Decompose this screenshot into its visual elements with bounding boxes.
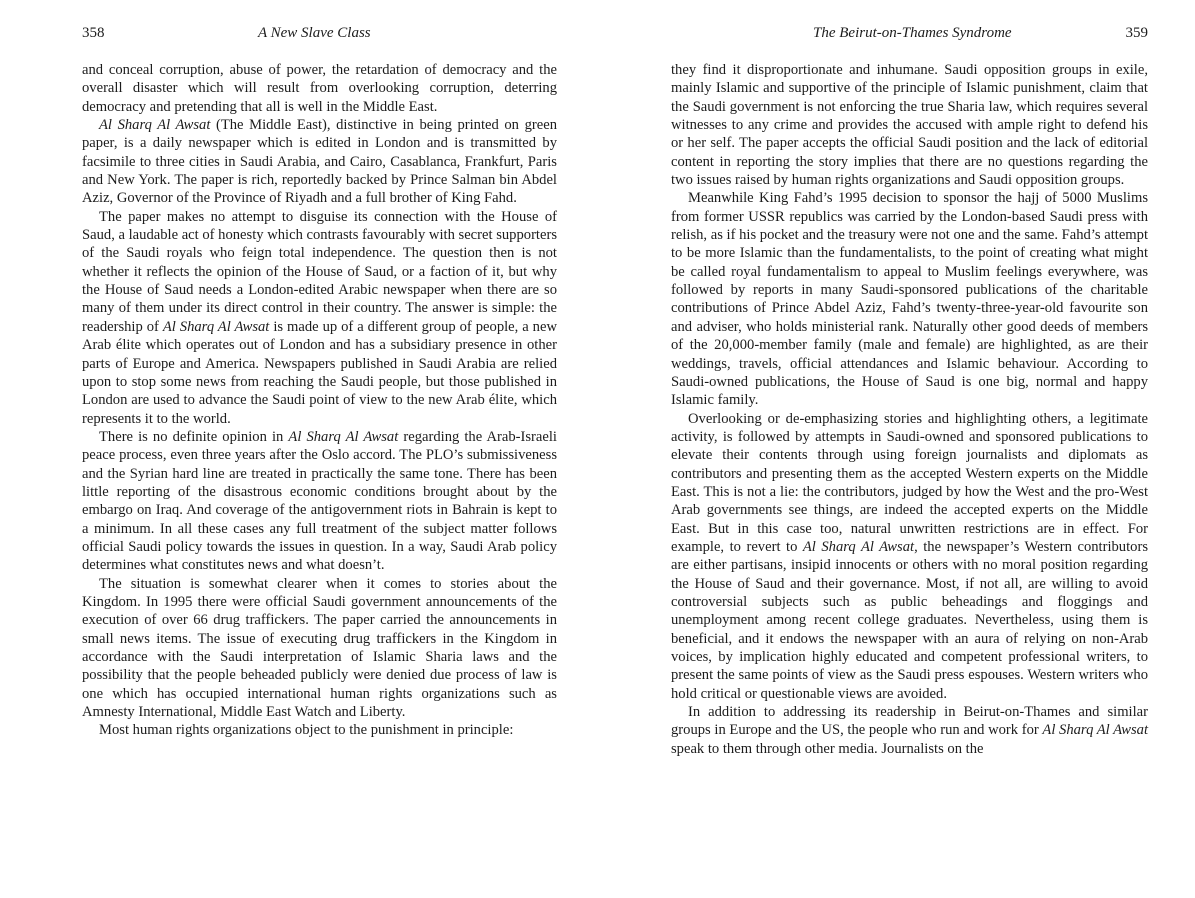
left-page <box>82 0 557 898</box>
paragraph: The paper makes no attempt to disguise its connection with the House of Saud, a laudable act of honesty which contrasts favourably with secret supporters of the Saudi royals who feign total independence. The question then is not whether it reflects the opinion of the House of Saud, or a faction of it, but why the House of Saud needs a London-edited Arabic newspaper when there are so many of them under its direct control in their country. The answer is simple: the readership of Al Sharq Al Awsat is made up of a different group of people, a new Arab élite which operates out of London and has a subsidiary presence in other parts of Europe and America. Newspapers published in Saudi Arabia are relied upon to stop some news from reaching the Saudi people, but those published in London are used to advance the Saudi point of view to the new Arab élite, which represents it to the world. <box>82 208 558 427</box>
left-running-head <box>82 25 557 47</box>
paragraph: they find it disproportionate and inhumane. Saudi opposition groups in exile, mainly Islamic and supportive of the principle of Islamic punishment, claim that the Saudi government is not enforcing the true Sharia law, which requires several witnesses to any crime and provides the accused with ample right to defend his or her self. The paper accepts the official Saudi position and the lack of editorial content in reporting the story implies that there are no questions regarding the two issues raised by human rights organizations and Saudi opposition groups. <box>671 62 1148 189</box>
running-head-title-left: A New Slave Class <box>258 25 371 41</box>
paragraph: The situation is somewhat clearer when it comes to stories about the Kingdom. In 1995 there were official Saudi government announcements of the execution of over 66 drug traffickers. The paper carried the announcements in small news items. The issue of executing drug traffickers in the Kingdom in accordance with the Saudi interpretation of Islamic Sharia laws and the possibility that the people beheaded publicly were denied due process of law is one which has occupied international human rights organizations such as Amnesty International, Middle East Watch and Liberty. <box>82 575 557 721</box>
paragraph: Al Sharq Al Awsat (The Middle East), distinctive in being printed on green paper, is a daily newspaper which is edited in London and is transmitted by facsimile to three cities in Saudi Arabia, and Cairo, Casablanca, Frankfurt, Paris and New York. The paper is rich, reportedly backed by Prince Salman bin Abdel Aziz, Governor of the Province of Riyadh and a full brother of King Fahd. <box>82 117 557 207</box>
paragraph: and conceal corruption, abuse of power, the retardation of democracy and the overall disaster which will result from overlooking corruption, deterring democracy and pretending that all is well in the Middle East. <box>82 62 557 115</box>
paragraph: Most human rights organizations object to the punishment in principle: <box>99 722 514 739</box>
paragraph: Meanwhile King Fahd’s 1995 decision to sponsor the hajj of 5000 Muslims from former USSR republics was carried by the London-based Saudi press with relish, as if his pocket and the treasury were not one and the same. Fahd’s attempt to be more Islamic than the fundamentalists, to the point of creating what might be called royal fundamentalism to appeal to Muslim feelings everywhere, was followed by reports in many Saudi-sponsored publications of the charitable contributions of Prince Abdel Aziz, Fahd’s twenty-three-year-old favourite son and adviser, who holds ministerial rank. Naturally other good deeds of members of the 20,000-member family (male and female) are highlighted, as are their weddings, travels, official attendances and Islamic behaviour. According to Saudi-owned publications, the House of Saud is one big, normal and happy Islamic family. <box>671 190 1148 409</box>
right-page <box>671 0 1148 898</box>
page-number-right: 359 <box>1125 25 1148 41</box>
paragraph: Overlooking or de-emphasizing stories and highlighting others, a legitimate activity, is followed by attempts in Saudi-owned and sponsored publications to elevate their contents through using foreign journalists and diplomats as contributors and presenting them as the accepted Western experts on the Middle East. This is not a lie: the contributors, judged by how the West and the pro-West Arab governments see things, are indeed the accepted experts on the Middle East. But in this case too, natural unwritten restrictions are in effect. For example, to revert to Al Sharq Al Awsat, the newspaper’s Western contributors are either partisans, insipid innocents or others with no moral position regarding the House of Saud and their governance. Most, if not all, are willing to avoid controversial subjects such as public beheadings and floggings and unemployment among recent college graduates. Nevertheless, using them is beneficial, and it endows the newspaper with an aura of relying on non-Arab voices, by implication highly educated and competent professional writers, to present the same points of view as the Saudi press espouses. Western writers who hold critical or questionable views are avoided. <box>671 410 1148 702</box>
running-head-title-right: The Beirut-on-Thames Syndrome <box>813 25 1012 41</box>
left-body-text <box>82 61 557 740</box>
paragraph: In addition to addressing its readership in Beirut-on-Thames and similar groups in Europe and the US, the people who run and work for Al Sharq Al Awsat speak to them through other media. Journalists on the <box>671 704 1148 757</box>
right-running-head <box>671 25 1148 47</box>
right-body-text <box>671 61 1148 758</box>
page-number-left: 358 <box>82 25 105 41</box>
paragraph: There is no definite opinion in Al Sharq Al Awsat regarding the Arab-Israeli peace process, even three years after the Oslo accord. The PLO’s submissiveness and the Syrian hard line are treated in practically the same tone. There has been little reporting of the disastrous economic conditions brought about by the embargo on Iraq. And coverage of the antigovernment riots in Bahrain is kept to a minimum. In all these cases any full treatment of the subject matter follows official Saudi policy towards the issues in question. In a way, Saudi Arab policy determines what constitutes news and what doesn’t. <box>82 428 557 574</box>
